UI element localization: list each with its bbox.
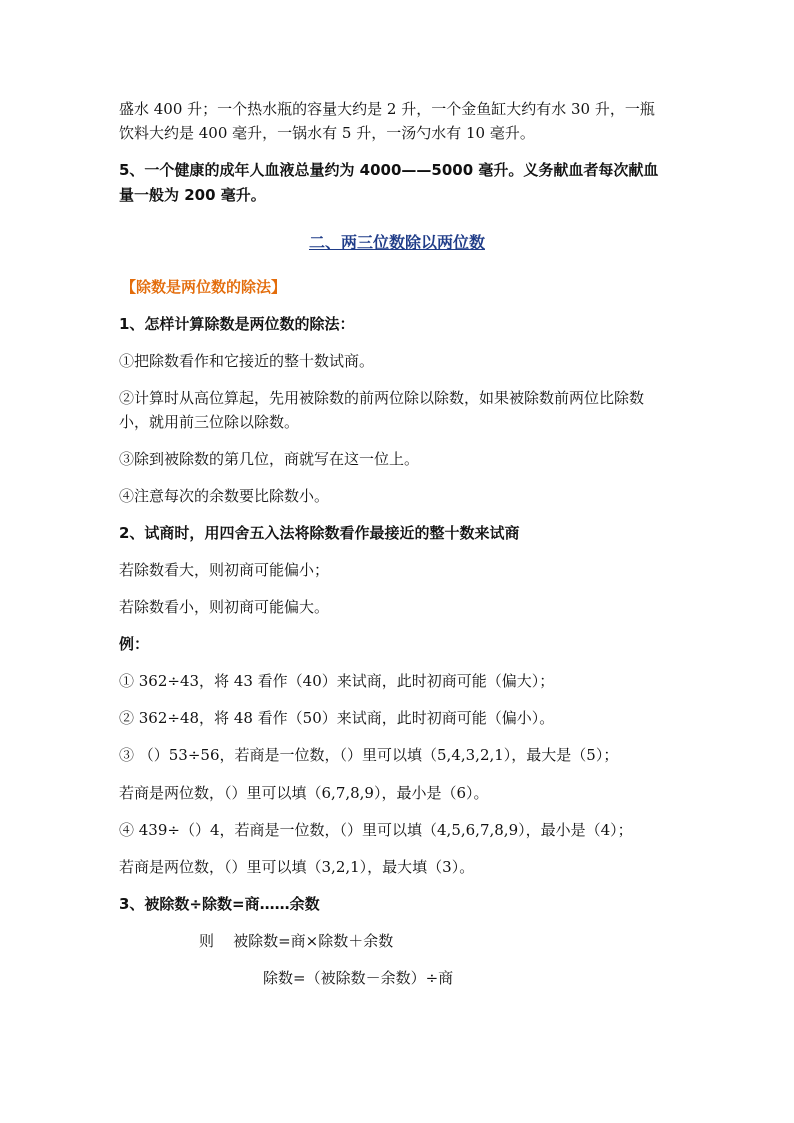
example-line: ① 362÷43，将 43 看作（40）来试商，此时初商可能（偏大）； bbox=[119, 672, 555, 690]
list-item: ④注意每次的余数要比除数小。 bbox=[119, 487, 330, 505]
list-item: 小，就用前三位除以除数。 bbox=[119, 413, 300, 431]
example-label: 例： bbox=[119, 635, 150, 653]
paragraph-line-bold: 量一般为 200 毫升。 bbox=[119, 186, 266, 204]
list-item: ③除到被除数的第几位，商就写在这一位上。 bbox=[119, 450, 420, 468]
example-line: 若商是两位数，（）里可以填（3,2,1），最大填（3）。 bbox=[119, 858, 475, 876]
paragraph-line: 盛水 400 升；一个热水瓶的容量大约是 2 升，一个金鱼缸大约有水 30 升，一瓶 bbox=[119, 100, 655, 118]
list-item: 若除数看大，则初商可能偏小； bbox=[119, 561, 330, 579]
example-line: ② 362÷48，将 48 看作（50）来试商，此时初商可能（偏小）。 bbox=[119, 709, 555, 727]
example-line: ④ 439÷（）4，若商是一位数，（）里可以填（4,5,6,7,8,9），最小是（4）； bbox=[119, 821, 633, 839]
formula-line: 则 被除数=商×除数＋余数 bbox=[199, 932, 394, 950]
list-item: ①把除数看作和它接近的整十数试商。 bbox=[119, 352, 375, 370]
paragraph-line-bold: 5、一个健康的成年人血液总量约为 4000——5000 毫升。义务献血者每次献血 bbox=[119, 161, 659, 179]
item-title: 1、怎样计算除数是两位数的除法： bbox=[119, 315, 355, 333]
list-item: ②计算时从高位算起，先用被除数的前两位除以除数，如果被除数前两位比除数 bbox=[119, 389, 645, 407]
list-item: 若除数看小，则初商可能偏大。 bbox=[119, 598, 330, 616]
item-title: 3、被除数÷除数=商……余数 bbox=[119, 895, 320, 913]
subsection-title: 【除数是两位数的除法】 bbox=[121, 278, 287, 296]
formula-line: 除数=（被除数－余数）÷商 bbox=[263, 969, 454, 987]
item-title: 2、试商时，用四舍五入法将除数看作最接近的整十数来试商 bbox=[119, 524, 520, 542]
section-title: 二、两三位数除以两位数 bbox=[308, 233, 485, 252]
paragraph-line: 饮料大约是 400 毫升，一锅水有 5 升，一汤勺水有 10 毫升。 bbox=[119, 124, 535, 142]
example-line: 若商是两位数，（）里可以填（6,7,8,9），最小是（6）。 bbox=[119, 784, 489, 802]
example-line: ③ （）53÷56，若商是一位数，（）里可以填（5,4,3,2,1），最大是（5）； bbox=[119, 746, 619, 764]
